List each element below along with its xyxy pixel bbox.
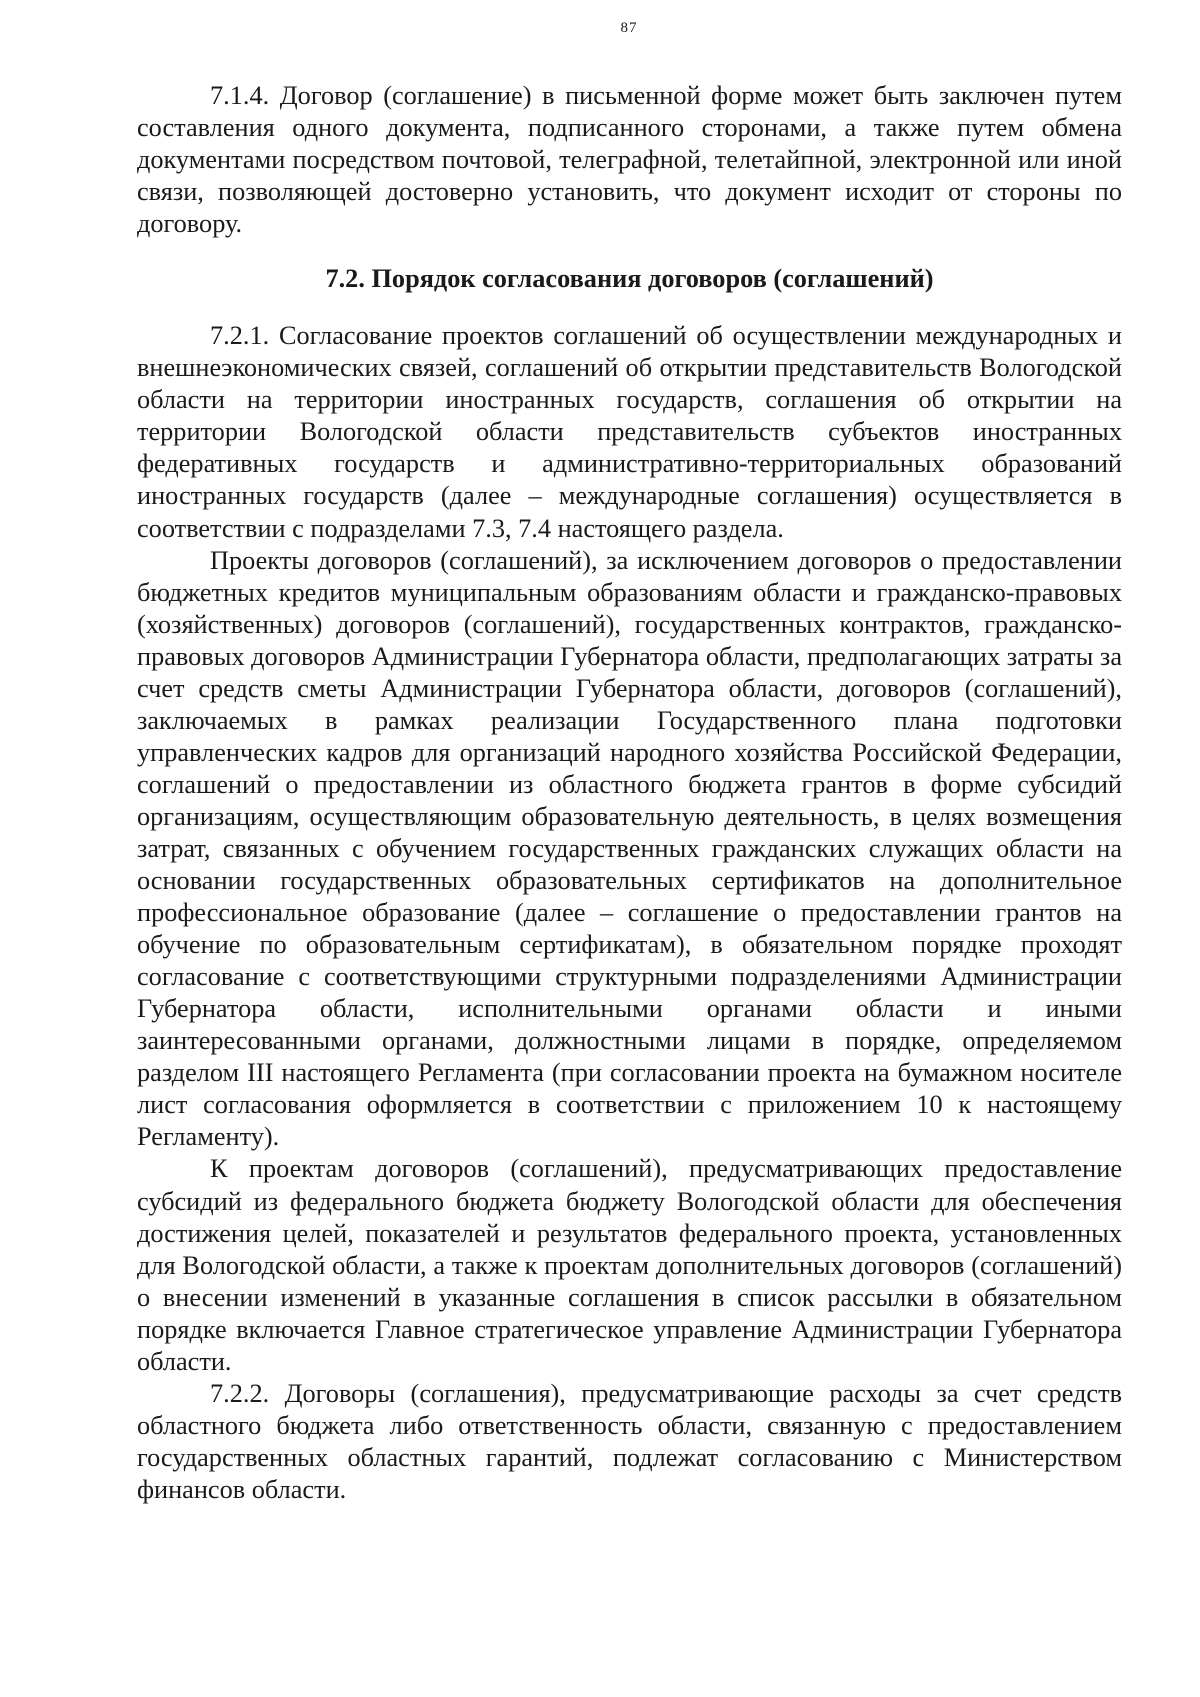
paragraph-7-2-1: 7.2.1. Согласование проектов соглашений об осуществлении международных и внешнеэкономических связей, соглашений об открытии представительств Вологодской области на территории иностранных государств, соглашения об открытии на территории Вологодской области представительств субъектов иностранных федеративных государств и административно-территориальных образований иностранных государств (далее – международные соглашения) осуществляется в соответствии с подразделами 7.3, 7.4 настоящего раздела. [137, 321, 1122, 543]
paragraph-projects: Проекты договоров (соглашений), за исключением договоров о предоставлении бюджетных кредитов муниципальным образованиям области и гражданско-правовых (хозяйственных) договоров (соглашений), государственных контрактов, гражданско-правовых договоров Администрации Губернатора области, предполагающих затраты за счет средств сметы Администрации Губернатора области, договоров (соглашений), заключаемых в рамках реализации Государственного плана подготовки управленческих кадров для организаций народного хозяйства Российской Федерации, соглашений о предоставлении из областного бюджета грантов в форме субсидий организациям, осуществляющим образовательную деятельность, в целях возмещения затрат, связанных с обучением государственных гражданских служащих области на основании государственных образовательных сертификатов на дополнительное профессиональное образование (далее – соглашение о предоставлении грантов на обучение по образовательным сертификатам), в обязательном порядке проходят согласование с соответствующими структурными подразделениями Администрации Губернатора области, исполнительными органами области и иными заинтересованными органами, должностными лицами в порядке, определяемом разделом III настоящего Регламента (при согласовании проекта на бумажном носителе лист согласования оформляется в соответствии с приложением 10 к настоящему Регламенту). [137, 545, 1122, 1152]
paragraph-7-2-2: 7.2.2. Договоры (соглашения), предусматривающие расходы за счет средств областного бюджета либо ответственность области, связанную с предоставлением государственных областных гарантий, подлежат согласованию с Министерством финансов области. [137, 1378, 1122, 1504]
document-body [137, 80, 1122, 1506]
paragraph-7-1-4: 7.1.4. Договор (соглашение) в письменной форме может быть заключен путем составления одного документа, подписанного сторонами, а также путем обмена документами посредством почтовой, телеграфной, телетайпной, электронной или иной связи, позволяющей достоверно установить, что документ исходит от стороны по договору. [137, 81, 1122, 239]
section-heading-7-2: 7.2. Порядок согласования договоров (соглашений) [325, 264, 934, 294]
page-number: 87 [620, 20, 638, 36]
paragraph-subsidies: К проектам договоров (соглашений), предусматривающих предоставление субсидий из федерального бюджета бюджету Вологодской области для обеспечения достижения целей, показателей и результатов федерального проекта, установленных для Вологодской области, а также к проектам дополнительных договоров (соглашений) о внесении изменений в указанные соглашения в список рассылки в обязательном порядке включается Главное стратегическое управление Администрации Губернатора области. [137, 1154, 1122, 1376]
